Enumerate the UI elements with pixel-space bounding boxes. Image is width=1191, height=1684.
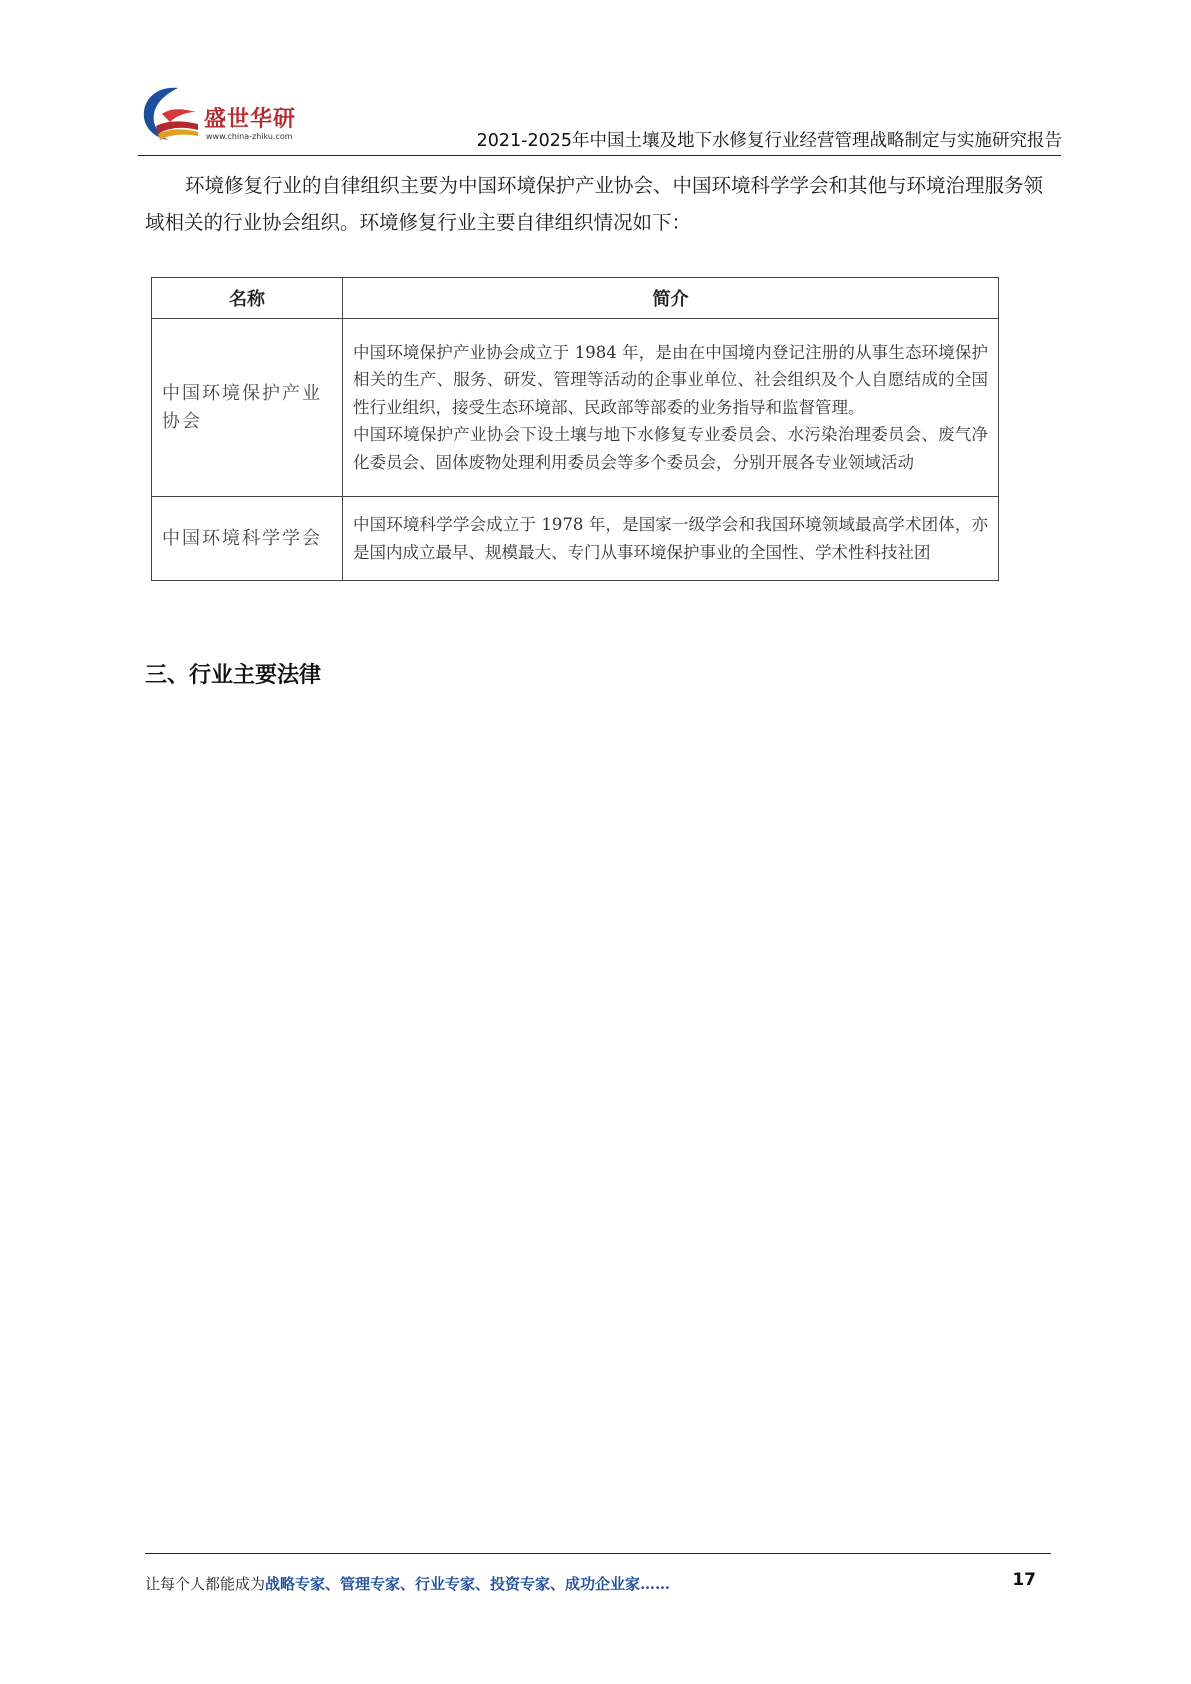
org-intro-text: 中国环境科学学会成立于 1978 年，是国家一级学会和我国环境领域最高学术团体，亦是国内成立最早、规模最大、专门从事环境保护事业的全国性、学术性科技社团 [353, 515, 988, 562]
logo-emblem-icon [138, 84, 204, 146]
footer-slogan-lead: 让每个人都能成为 [145, 1575, 266, 1593]
org-intro-text: 中国环境保护产业协会成立于 1984 年，是由在中国境内登记注册的从事生态环境保护相关的生产、服务、研发、管理等活动的企事业单位、社会组织及个人自愿结成的全国性行业组织，接受生态环境部、民政部等部委的业务指导和监督管理。 [353, 342, 988, 417]
organizations-table [151, 277, 999, 581]
logo-url: www.china-zhiku.com [206, 132, 293, 141]
table-header-row [152, 278, 999, 319]
intro-paragraph: 环境修复行业的自律组织主要为中国环境保护产业协会、中国环境科学学会和其他与环境治理服务领域相关的行业协会组织。环境修复行业主要自律组织情况如下： [145, 174, 1044, 234]
org-intro [343, 319, 999, 497]
table-row [152, 497, 999, 581]
org-name: 中国环境科学学会 [152, 497, 343, 581]
org-name: 中国环境保护产业协会 [152, 319, 343, 497]
logo-name: 盛世华研 [204, 107, 297, 132]
footer-slogan [145, 1573, 670, 1594]
header-intro: 简介 [343, 278, 999, 319]
header-name: 名称 [152, 278, 343, 319]
org-intro [343, 497, 999, 581]
section-heading: 三、行业主要法律 [145, 663, 322, 688]
org-intro-text: 中国环境保护产业协会下设土壤与地下水修复专业委员会、水污染治理委员会、废气净化委员会、固体废物处理利用委员会等多个委员会，分别开展各专业领域活动 [353, 425, 988, 472]
company-logo [138, 84, 318, 150]
header-divider [138, 155, 1061, 156]
page-number: 17 [1012, 1570, 1036, 1590]
footer-divider [145, 1553, 1051, 1554]
table-row [152, 319, 999, 497]
footer-slogan-roles: 战略专家、管理专家、行业专家、投资专家、成功企业家…… [265, 1575, 671, 1593]
report-title: 2021-2025年中国土壤及地下水修复行业经营管理战略制定与实施研究报告 [476, 131, 1062, 151]
